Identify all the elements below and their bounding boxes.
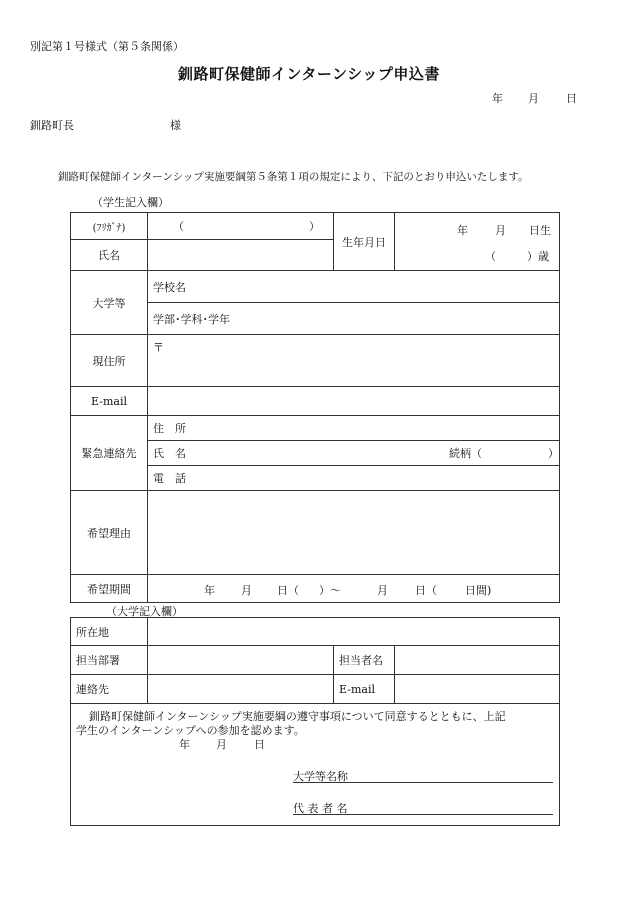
emergency-address-label: 住 所 — [153, 422, 186, 435]
birth-field[interactable] — [395, 213, 560, 271]
consent-cell — [71, 704, 560, 826]
address-field[interactable] — [148, 335, 560, 387]
period-close: ）～ — [319, 583, 341, 597]
email-field[interactable] — [148, 387, 560, 416]
period-days: 日間) — [465, 583, 492, 597]
reason-label: 希望理由 — [71, 491, 148, 575]
emergency-phone-field[interactable] — [148, 466, 560, 491]
school-name-field[interactable] — [148, 271, 560, 303]
consent-line1: 釧路町保健師インターンシップ実施要綱の遵守事項について同意するとともに、上記 — [89, 710, 506, 723]
age-paren-open: （ — [485, 250, 496, 263]
emergency-label: 緊急連絡先 — [71, 416, 148, 491]
birth-year-label: 年 — [457, 224, 468, 237]
department-label: 担当部署 — [71, 646, 148, 675]
consent-date-day: 日 — [254, 738, 265, 751]
period-month2: 月 — [377, 583, 388, 597]
period-day: 日（ — [277, 583, 299, 597]
location-field[interactable] — [148, 618, 560, 646]
relationship-close: ） — [548, 447, 559, 460]
university-table — [70, 617, 560, 826]
university-label: 大学等 — [71, 271, 148, 335]
page-title: 釧路町保健師インターンシップ申込書 — [178, 65, 440, 83]
birth-label: 生年月日 — [334, 213, 395, 271]
person-field[interactable] — [395, 646, 560, 675]
furigana-paren-close: ） — [309, 220, 320, 234]
department-field[interactable] — [148, 646, 334, 675]
person-label: 担当者名 — [334, 646, 395, 675]
period-label: 希望期間 — [71, 575, 148, 603]
period-day2: 日（ — [415, 583, 437, 597]
emergency-phone-label: 電 話 — [153, 472, 186, 485]
univ-name-label: 大学等名称 — [293, 770, 348, 783]
name-label: 氏名 — [71, 240, 148, 271]
univ-email-field[interactable] — [395, 675, 560, 704]
contact-field[interactable] — [148, 675, 334, 704]
emergency-address-field[interactable] — [148, 416, 560, 441]
faculty-label: 学部･学科･学年 — [153, 312, 230, 326]
furigana-field[interactable] — [148, 213, 334, 240]
school-name-label: 学校名 — [153, 280, 186, 294]
name-field[interactable] — [148, 240, 334, 271]
consent-line2: 学生のインターンシップへの参加を認めます。 — [76, 724, 305, 737]
period-month: 月 — [241, 583, 252, 597]
emergency-name-field[interactable] — [148, 441, 560, 466]
consent-date-month: 月 — [216, 738, 227, 751]
furigana-paren-open: （ — [173, 220, 184, 234]
birth-day-label: 日生 — [529, 224, 551, 237]
email-label: E-mail — [71, 387, 148, 416]
postal-mark: 〒 — [153, 341, 164, 354]
contact-label: 連絡先 — [71, 675, 148, 704]
date-year-label: 年 — [492, 92, 503, 105]
date-month-label: 月 — [528, 92, 539, 105]
addressee: 釧路町長 — [30, 119, 74, 132]
faculty-field[interactable] — [148, 303, 560, 335]
intro-text: 釧路町保健師インターンシップ実施要綱第５条第１項の規定により、下記のとおり申込いたします。 — [58, 171, 529, 183]
univ-name-line[interactable] — [293, 768, 553, 783]
student-section-heading: （学生記入欄） — [92, 196, 169, 209]
honorific: 様 — [170, 119, 181, 132]
age-suffix: ）歳 — [527, 250, 549, 263]
furigana-label: (ﾌﾘｶﾞﾅ) — [71, 213, 148, 240]
address-label: 現住所 — [71, 335, 148, 387]
form-number: 別記第１号様式（第５条関係） — [30, 40, 184, 53]
univ-email-label: E-mail — [334, 675, 395, 704]
university-section-heading: （大学記入欄） — [106, 605, 183, 618]
relationship-label: 続柄（ — [449, 447, 482, 460]
reason-field[interactable] — [148, 491, 560, 575]
emergency-name-label: 氏 名 — [153, 447, 186, 460]
consent-date-year: 年 — [179, 738, 190, 751]
birth-month-label: 月 — [495, 224, 506, 237]
date-day-label: 日 — [566, 92, 577, 105]
period-field[interactable] — [148, 575, 560, 603]
period-year: 年 — [204, 583, 215, 597]
student-table — [70, 212, 560, 603]
rep-name-label: 代 表 者 名 — [293, 802, 348, 815]
location-label: 所在地 — [71, 618, 148, 646]
rep-name-line[interactable] — [293, 800, 553, 815]
